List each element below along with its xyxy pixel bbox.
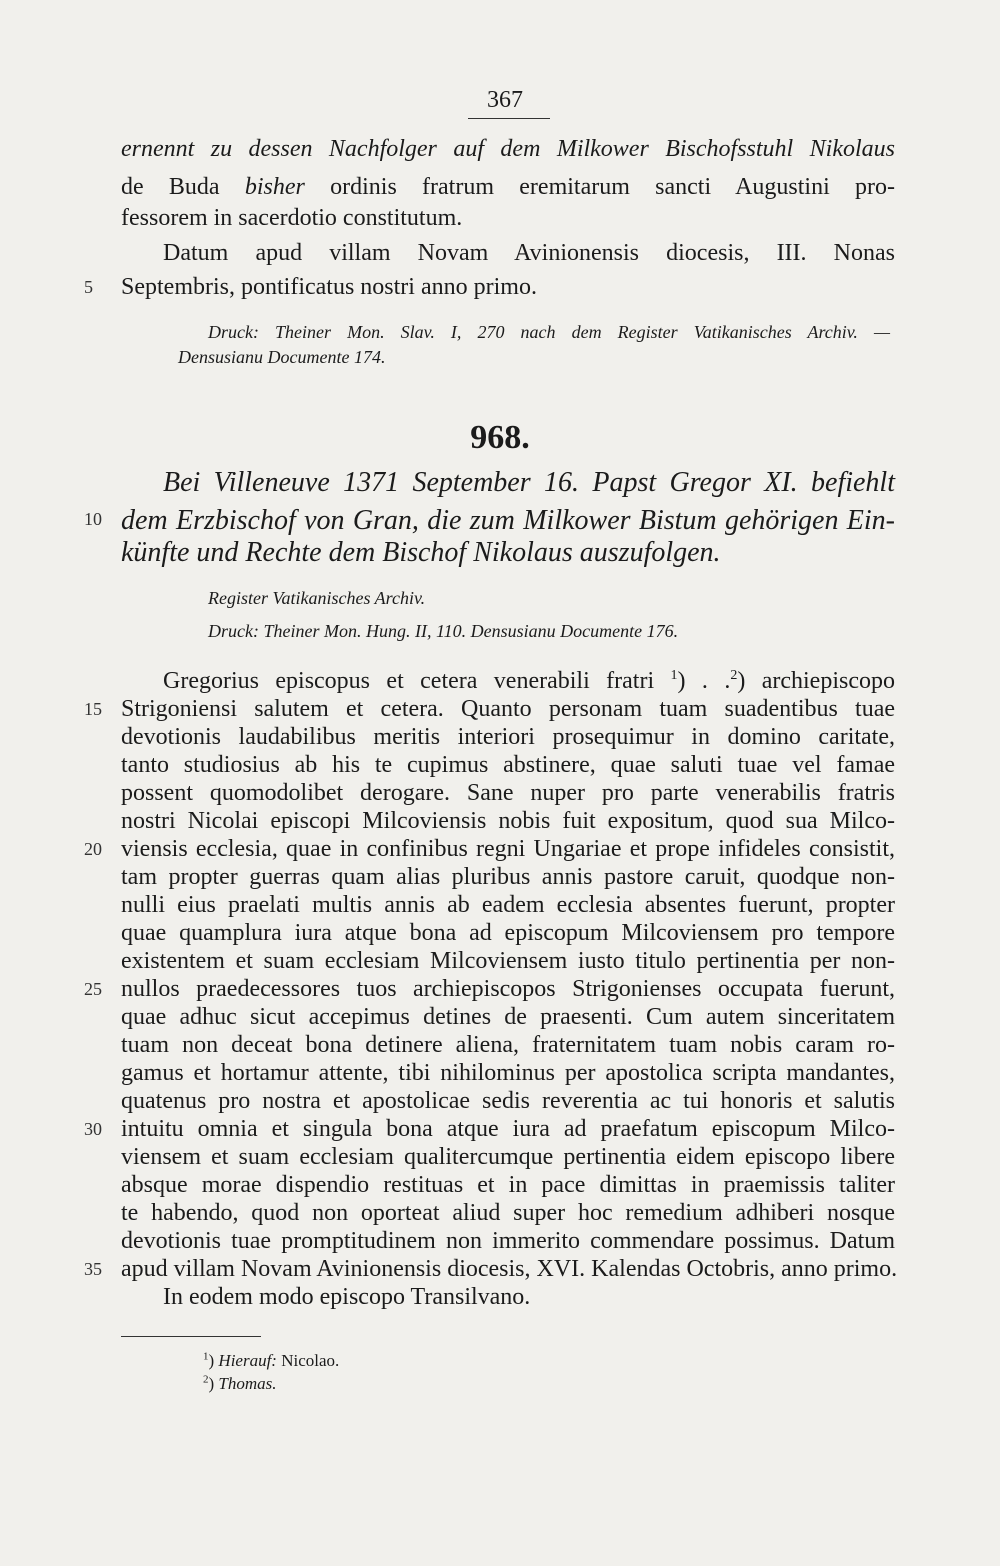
summary-line-1: Bei Villeneuve 1371 September 16. Papst Gregor XI. befiehlt — [163, 467, 895, 498]
intro-line-3: fessorem in sacerdotio constitutum. — [121, 205, 463, 231]
body-line-17: intuitu omnia et singula bona atque iura ad praefatum episcopum Milco- — [121, 1116, 895, 1142]
body-line-15: gamus et hortamur attente, tibi nihilominus per apostolica scripta mandantes, — [121, 1060, 895, 1086]
intro-line-1: ernennt zu dessen Nachfolger auf dem Milkower Bischofsstuhl Nikolaus — [121, 136, 895, 162]
register-line: Register Vatikanisches Archiv. — [208, 588, 426, 608]
body-line-18: viensem et suam ecclesiam qualitercumque pertinentia eidem episcopo libere — [121, 1144, 895, 1170]
body-line-8: tam propter guerras quam alias pluribus annis pastore caruit, quodque non- — [121, 864, 895, 890]
body-line-1: Gregorius episcopus et cetera venerabili fratri $^1$) . .$^2$) archiepiscopo — [163, 668, 895, 694]
body-line-20: te habendo, quod non oporteat aliud super hoc remedium adhiberi nosque — [121, 1200, 895, 1226]
body-line-13: quae adhuc sicut accepimus detines de praesenti. Cum autem sinceritatem — [121, 1004, 895, 1030]
intro-source-line-1: Druck: Theiner Mon. Slav. I, 270 nach dem Register Vatikanisches Archiv. — — [208, 322, 890, 342]
body-line-7: viensis ecclesia, quae in confinibus regni Ungariae et prope infideles consistit, — [121, 836, 895, 862]
line-number: 35 — [84, 1259, 102, 1279]
line-number: 20 — [84, 839, 102, 859]
line-number: 30 — [84, 1119, 102, 1139]
intro-line-2: de Buda bisher ordinis fratrum eremitarum sancti Augustini pro- — [121, 174, 895, 200]
body-line-3: devotionis laudabilibus meritis interiori prosequimur in domino caritate, — [121, 724, 895, 750]
intro-line-5: Septembris, pontificatus nostri anno primo. — [121, 274, 537, 300]
body-line-14: tuam non deceat bona detinere aliena, fraternitatem tuam nobis caram ro- — [121, 1032, 895, 1058]
body-line-4: tanto studiosius ab his te cupimus abstinere, quae saluti tuae vel famae — [121, 752, 895, 778]
page-number-rule — [468, 118, 550, 119]
body-line-2: Strigoniensi salutem et cetera. Quanto personam tuam suadentibus tuae — [121, 696, 895, 722]
body-line-10: quae quamplura iura atque bona ad episcopum Milcoviensem pro tempore — [121, 920, 895, 946]
line-number: 15 — [84, 699, 102, 719]
body-line-21: devotionis tuae promptitudinem non immerito commendare possimus. Datum — [121, 1228, 895, 1254]
summary-line-3: künfte und Rechte dem Bischof Nikolaus auszufolgen. — [121, 537, 721, 568]
summary-line-2: dem Erzbischof von Gran, die zum Milkower Bistum gehörigen Ein- — [121, 505, 895, 536]
footnote-2: $^2$) Thomas. — [203, 1373, 277, 1393]
line-number: 10 — [84, 509, 102, 529]
document-number: 968. — [470, 419, 530, 456]
body-line-5: possent quomodolibet derogare. Sane nuper pro parte venerabilis fratris — [121, 780, 895, 806]
page-number: 367 — [487, 87, 523, 113]
intro-source-line-2: Densusianu Documente 174. — [178, 347, 386, 367]
body-line-9: nulli eius praelati multis annis ab eadem ecclesia absentes fuerunt, propter — [121, 892, 895, 918]
footnote-1: $^1$) Hierauf: Nicolao. — [203, 1350, 340, 1370]
body-line-16: quatenus pro nostra et apostolicae sedis reverentia ac tui honoris et salutis — [121, 1088, 895, 1114]
body-line-19: absque morae dispendio restituas et in pace dimittas in praemissis taliter — [121, 1172, 895, 1198]
body-line-22: apud villam Novam Avinionensis diocesis, XVI. Kalendas Octobris, anno primo. — [121, 1256, 898, 1282]
footnote-rule — [121, 1336, 261, 1337]
body-line-6: nostri Nicolai episcopi Milcoviensis nobis fuit expositum, quod sua Milco- — [121, 808, 895, 834]
body-line-12: nullos praedecessores tuos archiepiscopos Strigonienses occupata fuerunt, — [121, 976, 895, 1002]
line-number: 25 — [84, 979, 102, 999]
print-line: Druck: Theiner Mon. Hung. II, 110. Densusianu Documente 176. — [208, 621, 679, 641]
body-line-23: In eodem modo episcopo Transilvano. — [163, 1284, 531, 1310]
body-line-11: existentem et suam ecclesiam Milcoviensem iusto titulo pertinentia per non- — [121, 948, 895, 974]
intro-line-4: Datum apud villam Novam Avinionensis diocesis, III. Nonas — [163, 240, 895, 266]
line-number: 5 — [84, 277, 93, 297]
